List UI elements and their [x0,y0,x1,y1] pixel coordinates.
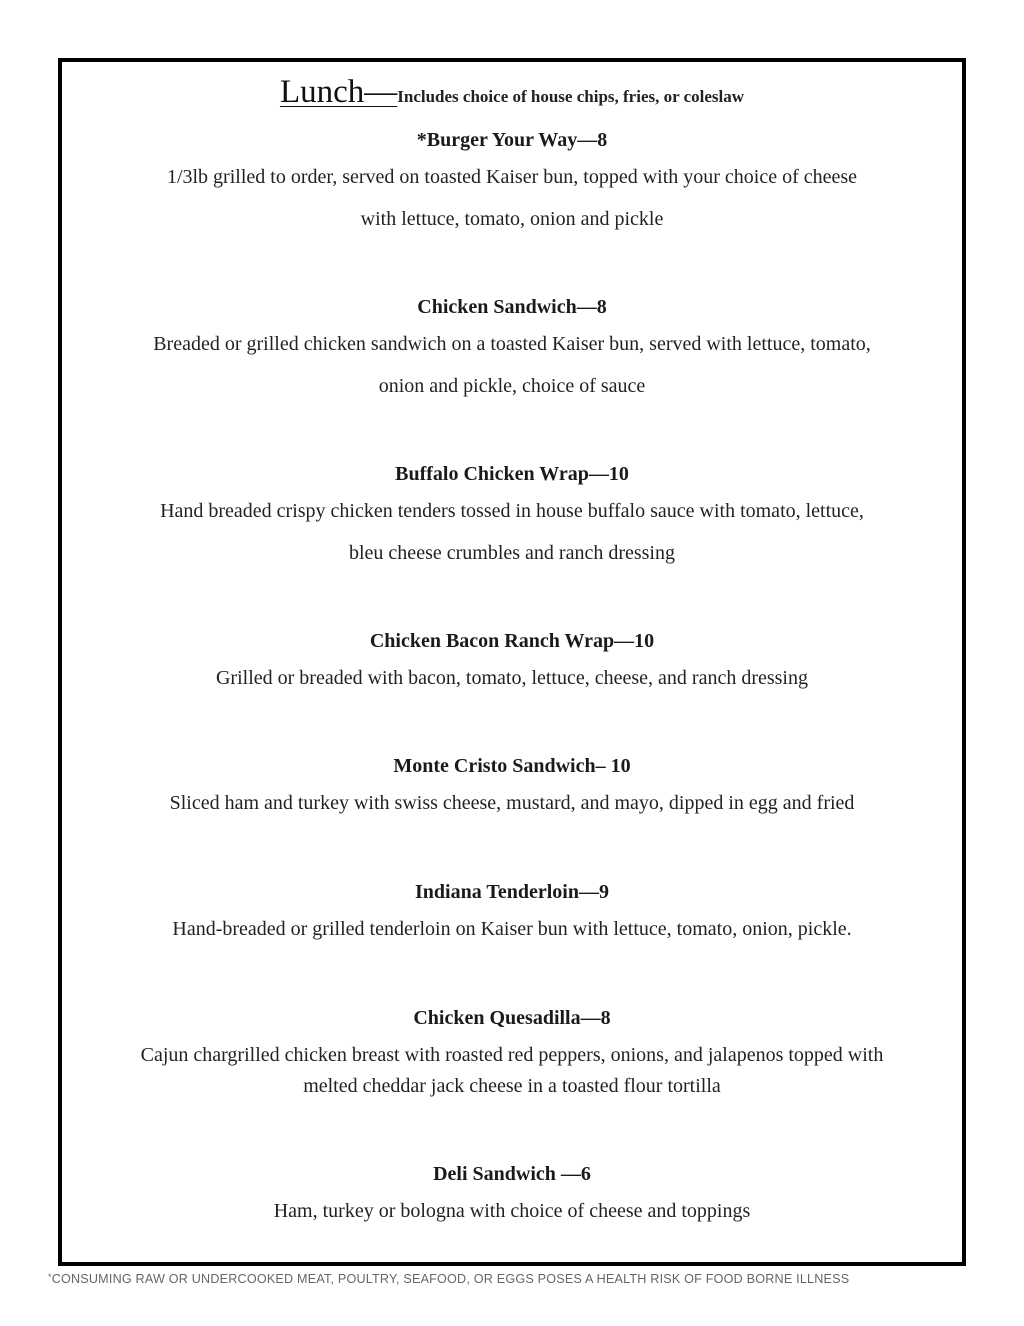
item-name: Monte Cristo Sandwich– 10 [393,755,631,777]
item-description: bleu cheese crumbles and ranch dressing [349,542,675,564]
item-description: 1/3lb grilled to order, served on toasted Kaiser bun, topped with your choice of cheese [166,166,858,188]
item-description: Hand-breaded or grilled tenderloin on Kaiser bun with lettuce, tomato, onion, pickle. [172,918,852,940]
item-name: Chicken Quesadilla—8 [413,1007,611,1029]
menu-item-buffalo-wrap [62,458,962,574]
item-description: with lettuce, tomato, onion and pickle [360,208,664,230]
item-name: Buffalo Chicken Wrap—10 [395,463,629,485]
disclaimer-asterisk: * [48,1272,52,1282]
menu-header [62,74,962,111]
item-description: Grilled or breaded with bacon, tomato, lettuce, cheese, and ranch dressing [215,667,808,689]
item-description: Ham, turkey or bologna with choice of cheese and toppings [273,1200,751,1222]
menu-item-bacon-ranch-wrap [62,625,962,699]
menu-item-chicken-sandwich [62,291,962,407]
health-disclaimer [48,1272,988,1286]
menu-frame [58,58,966,1266]
menu-item-quesadilla [62,1002,962,1101]
item-description: Cajun chargrilled chicken breast with roasted red peppers, onions, and jalapenos topped with [140,1044,884,1066]
menu-item-burger [62,124,962,240]
item-description: Breaded or grilled chicken sandwich on a toasted Kaiser bun, served with lettuce, tomato, [153,333,871,355]
item-name: Chicken Bacon Ranch Wrap—10 [369,630,655,652]
menu-item-monte-cristo [62,750,962,824]
item-description: Hand breaded crispy chicken tenders tossed in house buffalo sauce with tomato, lettuce, [160,500,864,522]
item-description: onion and pickle, choice of sauce [378,375,646,397]
item-description: Sliced ham and turkey with swiss cheese, mustard, and mayo, dipped in egg and fried [169,792,855,814]
disclaimer-text: CONSUMING RAW OR UNDERCOOKED MEAT, POULTRY, SEAFOOD, OR EGGS POSES A HEALTH RISK OF FOOD BORNE ILLNESS [51,1272,850,1286]
item-name: Chicken Sandwich—8 [417,296,607,318]
menu-item-deli-sandwich [62,1158,962,1232]
menu-subtitle: Includes choice of house chips, fries, or coleslaw [397,87,745,106]
item-name: Indiana Tenderloin—9 [415,881,609,903]
item-name: Deli Sandwich —6 [433,1163,591,1185]
item-description: melted cheddar jack cheese in a toasted flour tortilla [303,1075,721,1097]
menu-item-tenderloin [62,876,962,950]
menu-title: Lunch— [279,74,398,110]
item-name: *Burger Your Way—8 [416,129,608,151]
